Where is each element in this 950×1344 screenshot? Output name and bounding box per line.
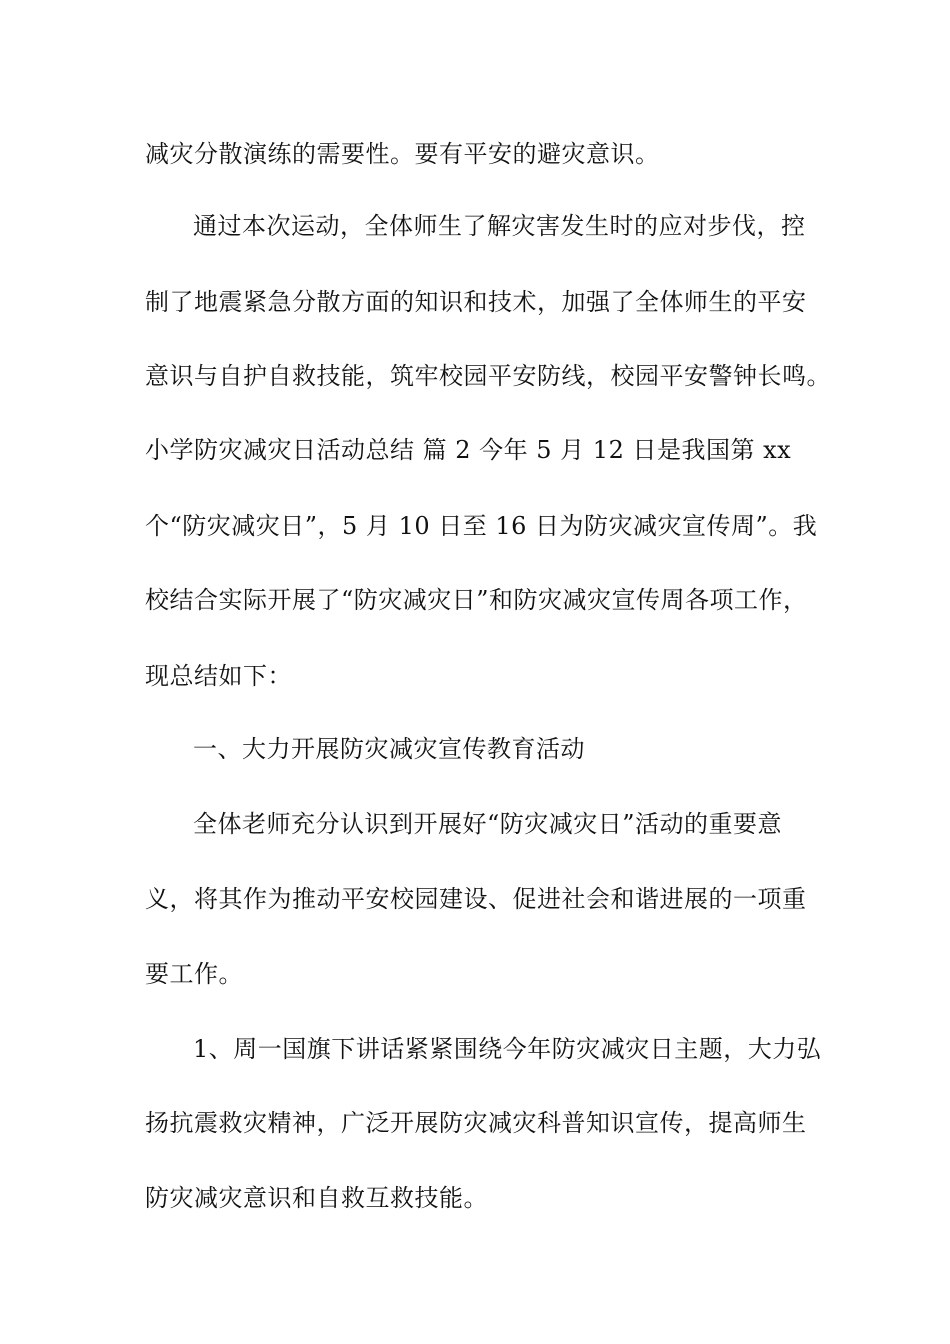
text-line: 减灾分散演练的需要性。要有平安的避灾意识。 bbox=[145, 140, 660, 168]
text-line: 扬抗震救灾精神，广泛开展防灾减灾科普知识宣传，提高师生 bbox=[145, 1109, 807, 1137]
section-heading-line: 小学防灾减灾日活动总结 篇 2 今年 5 月 12 日是我国第 xx bbox=[145, 436, 792, 464]
text-line: 校结合实际开展了“防灾减灾日”和防灾减灾宣传周各项工作， bbox=[145, 586, 808, 614]
text-line: 义，将其作为推动平安校园建设、促进社会和谐进展的一项重 bbox=[145, 885, 807, 913]
text-line: 要工作。 bbox=[145, 960, 243, 988]
text-line: 全体老师充分认识到开展好“防灾减灾日”活动的重要意 bbox=[193, 810, 783, 838]
text-line: 通过本次运动，全体师生了解灾害发生时的应对步伐，控 bbox=[193, 212, 806, 240]
text-line: 1、周一国旗下讲话紧紧围绕今年防灾减灾日主题，大力弘 bbox=[193, 1035, 822, 1063]
text-line: 防灾减灾意识和自救互救技能。 bbox=[145, 1184, 488, 1212]
text-line: 意识与自护自救技能，筑牢校园平安防线，校园平安警钟长鸣。 bbox=[145, 362, 831, 390]
subheading-line: 一、大力开展防灾减灾宣传教育活动 bbox=[193, 735, 585, 763]
text-line: 个“防灾减灾日”，5 月 10 日至 16 日为防灾减灾宣传周”。我 bbox=[145, 512, 818, 540]
text-line: 现总结如下： bbox=[145, 662, 292, 690]
text-line: 制了地震紧急分散方面的知识和技术，加强了全体师生的平安 bbox=[145, 288, 807, 316]
